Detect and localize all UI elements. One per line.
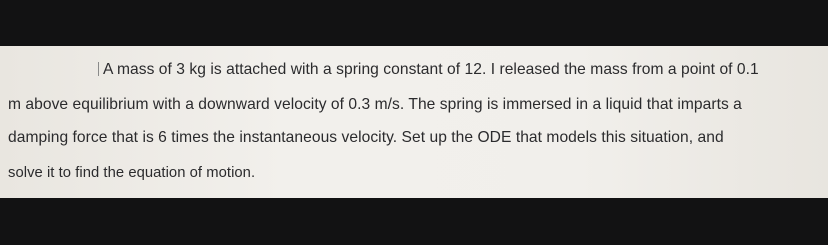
problem-line-3: damping force that is 6 times the instantaneous velocity. Set up the ODE that models this situation, and [8,129,724,146]
bottom-dark-border [0,198,828,245]
problem-photo [0,46,828,198]
problem-line-1-text: A mass of 3 kg is attached with a spring constant of 12. I released the mass from a point of 0.1 [103,61,759,78]
problem-line-4: solve it to find the equation of motion. [8,165,256,181]
text-cursor [98,62,99,76]
top-dark-border [0,0,828,46]
problem-line-2: m above equilibrium with a downward velocity of 0.3 m/s. The spring is immersed in a liquid that imparts a [8,96,742,113]
problem-line-1 [98,59,759,81]
